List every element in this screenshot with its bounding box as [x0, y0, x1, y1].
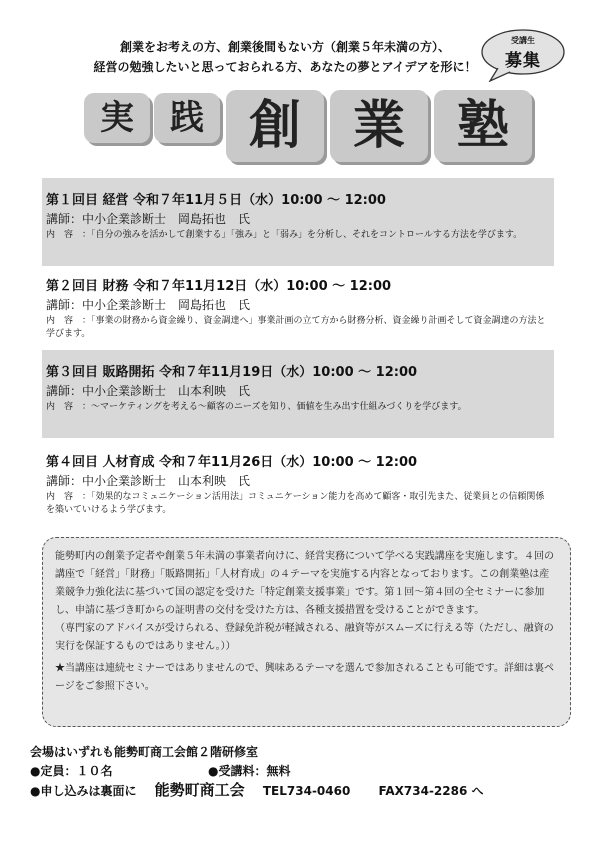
session-4-title: 第４回目 人材育成 令和７年11月26日（水）10:00 ～ 12:00	[46, 455, 418, 470]
recruitment-speech-bubble	[480, 26, 566, 82]
capacity-text: ●定員：１０名	[30, 764, 113, 778]
session-2-title: 第２回目 財務 令和７年11月12日（水）10:00 ～ 12:00	[46, 279, 392, 294]
fee-text: ●受講料：無料	[208, 764, 291, 778]
application-row	[30, 782, 484, 799]
description-paragraph-2: （専門家のアドバイスが受けられる、登録免許税が軽減される、融資等がスムーズに行える等（ただし、融資の実行を保証するものではありません。））	[55, 623, 554, 652]
session-3-lecturer: 講師：中小企業診断士 山本利映 氏	[46, 384, 251, 398]
program-description-box	[42, 537, 571, 727]
application-text: ●申し込みは裏面に	[30, 784, 137, 798]
title-char-3: 創	[226, 90, 324, 162]
session-3-content: 内 容 ：～マーケティングを考える～顧客のニーズを知り、価値を生み出す仕組みづくりを学びます。	[46, 402, 467, 412]
session-1-content: 内 容 ：「自分の強みを活かして創業する」「強み」と「弱み」を分析し、それをコントロールする方法を学びます。	[46, 230, 523, 240]
capacity-fee-row	[30, 763, 570, 779]
session-2	[42, 264, 554, 346]
session-4-lecturer: 講師：中小企業診断士 山本利映 氏	[46, 474, 251, 488]
session-4	[42, 440, 554, 525]
session-1-lecturer: 講師：中小企業診断士 岡島拓也 氏	[46, 212, 251, 226]
session-1-title: 第１回目 経営 令和７年11月５日（水）10:00 ～ 12:00	[46, 193, 386, 208]
title-char-2: 践	[154, 93, 220, 143]
description-note: ★当講座は連続セミナーではありませんので、興味あるテーマを選んで参加されることも可能です。詳細は裏ページをご参照下さい。	[55, 663, 554, 692]
tagline-line-1: 創業をお考えの方、創業後間もない方（創業５年未満の方）、	[119, 40, 450, 54]
phone-number: TEL734-0460	[262, 784, 351, 798]
title-char-4: 業	[330, 90, 428, 162]
title-char-1: 実	[84, 93, 150, 143]
fax-number: FAX734-2286 へ	[378, 784, 484, 798]
tagline-line-2: 経営の勉強したいと思っておられる方、あなたの夢とアイデアを形に！	[93, 60, 477, 74]
session-2-lecturer: 講師：中小企業診断士 岡島拓也 氏	[46, 298, 251, 312]
title-char-5: 塾	[434, 90, 532, 162]
description-paragraph-1: 能勢町内の創業予定者や創業５年未満の事業者向けに、経営実務について学べる実践講座を実施します。４回の講座で「経営」「財務」「販路開拓」「人材育成」の４テーマを実施する内容となっております。この創業塾は産業競争力強化法に基づいて国の認定を受けた「特定創業支援事業」です。第１回～第４回の全セミナーに参加し、申請に基づき町からの証明書の交付を受けた方は、各種支援措置を受けることができます。	[55, 551, 554, 616]
bubble-big-text: 募集	[505, 51, 541, 71]
session-3	[42, 350, 554, 438]
session-1	[42, 178, 554, 266]
session-2-content: 内 容 ：「事業の財務から資金繰り、資金調達へ」事業計画の立て方から財務分析、資金繰り計画そして資金調達の方法と学びます。	[46, 316, 546, 339]
organizer-name: 能勢町商工会	[154, 781, 245, 799]
venue-text: 会場はいずれも能勢町商工会館２階研修室	[30, 745, 259, 759]
session-3-title: 第３回目 販路開拓 令和７年11月19日（水）10:00 ～ 12:00	[46, 365, 418, 380]
bubble-small-text: 受講生	[511, 36, 535, 45]
session-4-content: 内 容 ：「効果的なコミュニケーション活用法」コミュニケーション能力を高めて顧客・取引先また、従業員との信頼関係を築いていけるよう学びます。	[46, 492, 545, 515]
